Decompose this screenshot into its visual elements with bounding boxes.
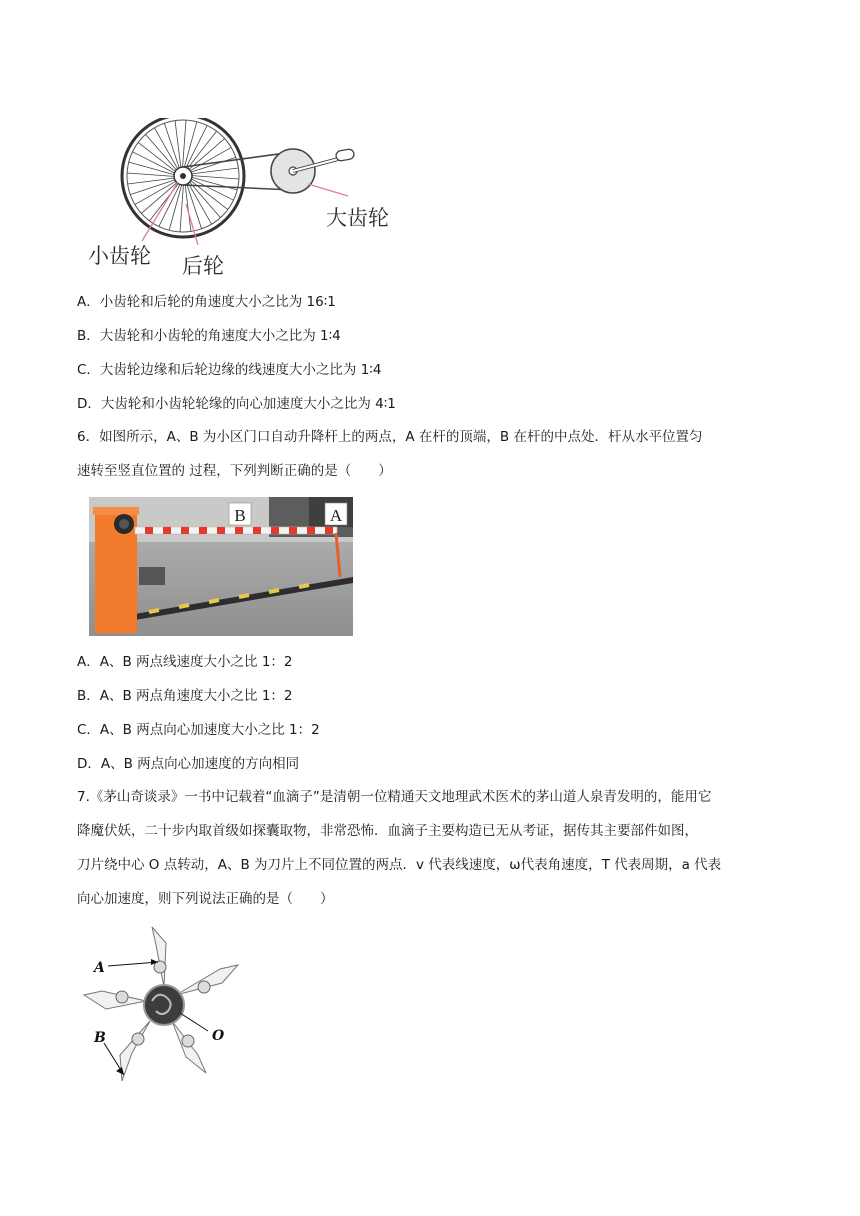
q7-stem-line: 向心加速度，则下列说法正确的是（ ） <box>77 891 334 907</box>
rear-wheel-label: 后轮 <box>182 254 224 278</box>
figure-label-a: A <box>94 960 105 976</box>
barrier-gate-photo <box>89 497 353 636</box>
q7-stem-line: 降魔伏妖，二十步内取首级如探囊取物，非常恐怖．血滴子主要构造已无从考证，据传其主要部件如图， <box>77 823 698 839</box>
photo-label-a: A <box>329 506 343 525</box>
q5-option-c: C．大齿轮边缘和后轮边缘的线速度大小之比为 1∶4 <box>77 362 382 378</box>
figure-label-o: O <box>212 1028 225 1044</box>
small-gear-label: 小齿轮 <box>88 244 151 268</box>
q5-option-b: B．大齿轮和小齿轮的角速度大小之比为 1∶4 <box>77 328 341 344</box>
blade-weapon-figure <box>80 925 250 1090</box>
q7-stem-line: 刀片绕中心 O 点转动，A、B 为刀片上不同位置的两点．v 代表线速度，ω代表角速度，T 代表周期，a 代表 <box>77 857 722 873</box>
q5-option-a: A．小齿轮和后轮的角速度大小之比为 16∶1 <box>77 294 336 310</box>
bicycle-gear-figure <box>80 118 410 278</box>
q6-stem-line: 6．如图所示，A、B 为小区门口自动升降杆上的两点，A 在杆的顶端，B 在杆的中点处．杆从水平位置匀 <box>77 429 703 445</box>
q6-stem <box>77 420 783 488</box>
q6-option-c: C．A、B 两点向心加速度大小之比 1：2 <box>77 722 320 738</box>
q6-option-d: D．A、B 两点向心加速度的方向相同 <box>77 756 300 772</box>
blade-weapon-drawing <box>80 925 250 1090</box>
q6-stem-line: 速转至竖直位置的 过程，下列判断正确的是（ ） <box>77 463 392 479</box>
figure-label-b: B <box>94 1030 106 1046</box>
large-gear-label: 大齿轮 <box>326 206 389 230</box>
barrier-gate-drawing <box>89 497 353 636</box>
q6-option-b: B．A、B 两点角速度大小之比 1：2 <box>77 688 293 704</box>
q7-stem-line: 7.《茅山奇谈录》一书中记载着“血滴子”是清朝一位精通天文地理武术医术的茅山道人泉青发明的，能用它 <box>77 789 712 805</box>
photo-label-b: B <box>234 506 246 525</box>
q7-stem <box>77 780 783 916</box>
q6-option-a: A．A、B 两点线速度大小之比 1：2 <box>77 654 293 670</box>
q5-option-d: D．大齿轮和小齿轮轮缘的向心加速度大小之比为 4∶1 <box>77 396 396 412</box>
